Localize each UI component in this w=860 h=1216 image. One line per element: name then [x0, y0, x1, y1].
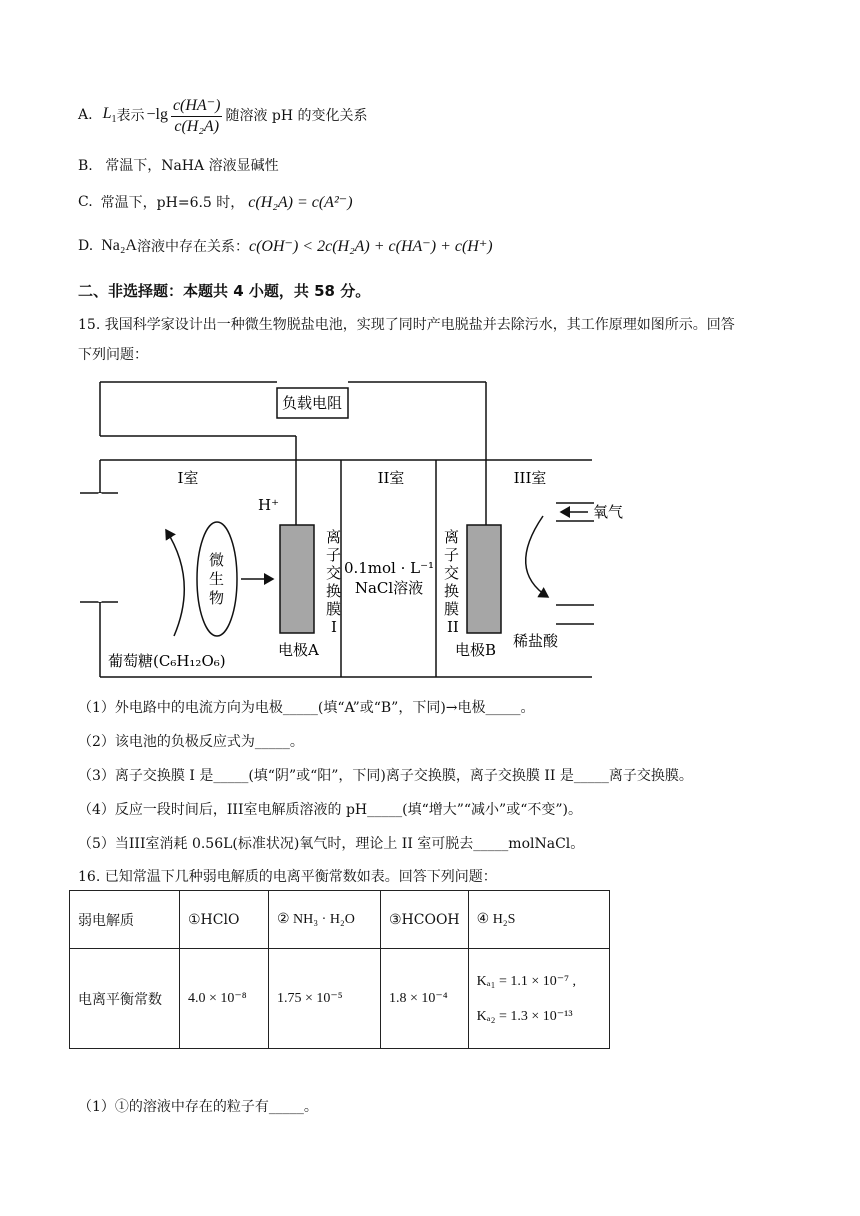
glucose-label: 葡萄糖(C₆H₁₂O₆) — [108, 652, 226, 670]
table-value-hclo: 4.0 × 10⁻⁸ — [180, 949, 269, 1049]
h2s-ka2: Kₐ₂ = 1.3 × 10⁻¹³ — [476, 1008, 573, 1024]
right-inlet — [556, 503, 594, 624]
option-a-text-before: 表示 — [116, 108, 145, 124]
svg-text:换: 换 — [444, 582, 460, 600]
electrode-a-label: 电极A — [278, 641, 319, 659]
room-3-curved-arrow — [526, 516, 548, 597]
ionization-constant-table — [69, 890, 610, 1049]
electrode-b — [467, 525, 501, 633]
table-head-hclo: ①HClO — [180, 891, 269, 949]
q15-sub3: （3）离子交换膜 I 是_____(填“阴”或“阳”，下同)离子交换膜，离子交换膜 II 是_____离子交换膜。 — [78, 768, 693, 784]
table-head-nh3h2o: ② NH₃ · H₂O — [269, 891, 381, 949]
table-header-row — [70, 891, 610, 949]
svg-text:交: 交 — [444, 564, 460, 582]
load-resistor-label: 负载电阻 — [281, 394, 343, 412]
table-value-nh3h2o: 1.75 × 10⁻⁵ — [269, 949, 381, 1049]
option-d-equation: c(OH⁻) < 2c(H₂A) + c(HA⁻) + c(H⁺) — [248, 238, 493, 255]
option-b-label: B. — [78, 158, 93, 174]
option-b-text: 常温下，NaHA 溶液显碱性 — [105, 158, 279, 174]
hcl-label: 稀盐酸 — [513, 632, 559, 650]
svg-text:子: 子 — [326, 546, 342, 564]
room-1-label: I室 — [177, 469, 199, 487]
left-inlet — [80, 493, 118, 602]
q16-stem: 16. 已知常温下几种弱电解质的电离平衡常数如表。回答下列问题： — [78, 869, 497, 885]
h2s-ka1: Kₐ₁ = 1.1 × 10⁻⁷ , — [476, 973, 577, 989]
svg-text:I: I — [331, 618, 337, 636]
option-b — [78, 155, 279, 175]
microbe-label — [209, 551, 224, 607]
option-a-neg-lg: −lg — [146, 106, 168, 123]
option-c-text: 常温下，pH=6.5 时， — [100, 195, 245, 211]
electrode-a — [280, 525, 314, 633]
table-head-h2s: ④ H₂S — [468, 891, 609, 949]
svg-text:物: 物 — [209, 589, 225, 607]
room-2-label: II室 — [377, 469, 405, 487]
table-value-h2s — [468, 949, 609, 1049]
q15-stem-line1: 15. 我国科学家设计出一种微生物脱盐电池，实现了同时产电脱盐并去除污水，其工作原理如图所示。回答 — [78, 317, 735, 333]
option-a-label: A. — [78, 107, 93, 123]
svg-text:子: 子 — [444, 546, 460, 564]
nacl-concentration: 0.1mol · L⁻¹ — [343, 559, 435, 577]
table-head-electrolyte: 弱电解质 — [70, 891, 180, 949]
table-constant-row — [70, 949, 610, 1049]
table-head-hcooh: ③HCOOH — [381, 891, 469, 949]
q15-sub2: （2）该电池的负极反应式为_____。 — [78, 734, 304, 750]
q15-sub5: （5）当III室消耗 0.56L(标准状况)氧气时，理论上 II 室可脱去_____molNaCl。 — [78, 836, 585, 852]
room-3-label: III室 — [513, 469, 547, 487]
svg-text:换: 换 — [326, 582, 342, 600]
option-a-text-after: 随溶液 pH 的变化关系 — [225, 108, 368, 124]
option-a-fraction — [171, 95, 223, 136]
svg-text:离: 离 — [326, 528, 342, 546]
option-d-text: 溶液中存在关系： — [136, 239, 249, 255]
table-row-label: 电离平衡常数 — [70, 949, 180, 1049]
svg-text:微: 微 — [209, 551, 225, 569]
option-c-label: C. — [78, 194, 93, 210]
option-a — [78, 92, 368, 138]
option-d — [78, 236, 493, 256]
membrane-1-label — [326, 528, 341, 636]
oxygen-label: 氧气 — [593, 503, 624, 521]
table-value-hcooh: 1.8 × 10⁻⁴ — [381, 949, 469, 1049]
option-c — [78, 192, 353, 212]
q15-cell-diagram — [78, 380, 624, 680]
h-plus-label: H⁺ — [258, 496, 279, 514]
svg-text:膜: 膜 — [326, 600, 342, 618]
svg-text:离: 离 — [444, 528, 460, 546]
electrode-b-label: 电极B — [455, 641, 497, 659]
option-d-species: Na₂A — [101, 237, 137, 254]
svg-text:交: 交 — [326, 564, 342, 582]
q15-sub1: （1）外电路中的电流方向为电极_____(填“A”或“B”，下同)→电极_____。 — [78, 700, 535, 716]
q16-sub1: （1）①的溶液中存在的粒子有_____。 — [78, 1099, 318, 1115]
svg-text:膜: 膜 — [444, 600, 460, 618]
svg-text:II: II — [447, 618, 459, 636]
option-a-symbol: $L_1$ — [102, 104, 117, 126]
svg-text:生: 生 — [209, 570, 225, 588]
q15-stem-line2: 下列问题： — [78, 347, 148, 363]
q15-sub4: （4）反应一段时间后，III室电解质溶液的 pH_____(填“增大”“减小”或“不变”)。 — [78, 802, 582, 818]
membrane-2-label — [444, 528, 459, 636]
nacl-solution-label: NaCl溶液 — [354, 579, 424, 597]
option-c-equation: c(H₂A) = c(A²⁻) — [248, 194, 353, 211]
room-1-curved-arrow — [166, 530, 184, 636]
option-d-label: D. — [78, 238, 94, 254]
option-a-denominator: c(H₂A) — [174, 117, 220, 135]
section-2-title: 二、非选择题：本题共 4 小题，共 58 分。 — [78, 282, 371, 300]
option-a-numerator: c(HA⁻) — [171, 95, 223, 117]
